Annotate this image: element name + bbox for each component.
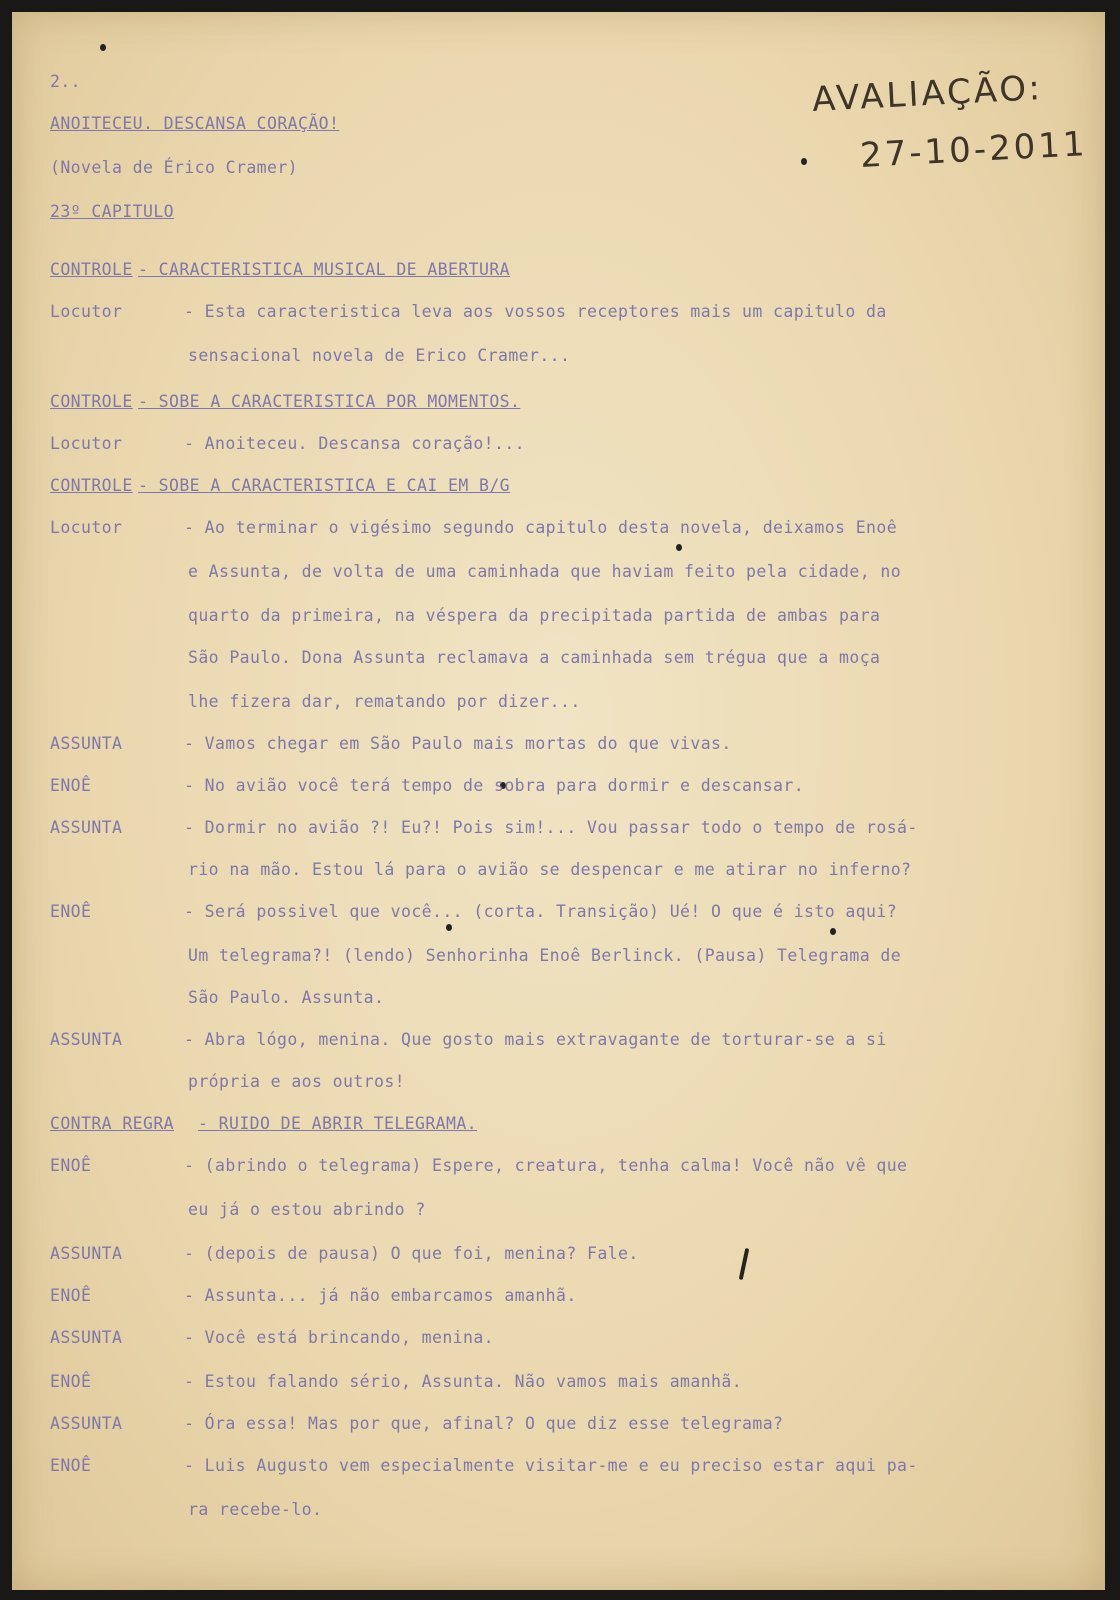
speaker-label: ASSUNTA <box>50 1414 123 1433</box>
dialogue-line: - Você está brincando, menina. <box>184 1328 495 1347</box>
dialogue-continuation: rio na mão. Estou lá para o avião se despencar e me atirar no inferno? <box>188 860 912 879</box>
dialogue-line: - Assunta... já não embarcamos amanhã. <box>184 1286 577 1305</box>
speaker-label: ASSUNTA <box>50 1030 123 1049</box>
dialogue-continuation: própria e aos outros! <box>188 1072 406 1091</box>
script-subtitle: (Novela de Érico Cramer) <box>50 158 299 177</box>
speaker-label: ENOÊ <box>50 1286 92 1305</box>
dialogue-line: - (abrindo o telegrama) Espere, creatura, tenha calma! Você não vê que <box>184 1156 908 1175</box>
speaker-label: ENOÊ <box>50 1456 92 1475</box>
dialogue-line: - No avião você terá tempo de sobra para dormir e descansar. <box>184 776 805 795</box>
speaker-label: Locutor <box>50 302 123 321</box>
dialogue-continuation: e Assunta, de volta de uma caminhada que haviam feito pela cidade, no <box>188 562 902 581</box>
speaker-label: CONTROLE <box>50 476 133 495</box>
ink-stroke <box>739 1248 750 1280</box>
dialogue-line: - Anoiteceu. Descansa coração!... <box>184 434 526 453</box>
dialogue-line: - Esta caracteristica leva aos vossos receptores mais um capitulo da <box>184 302 887 321</box>
dialogue-continuation: eu já o estou abrindo ? <box>188 1200 426 1219</box>
speaker-label: ENOÊ <box>50 1156 92 1175</box>
speaker-label: Locutor <box>50 434 123 453</box>
speaker-label: CONTROLE <box>50 260 133 279</box>
speaker-label: ASSUNTA <box>50 1244 123 1263</box>
dialogue-line: - Abra lógo, menina. Que gosto mais extravagante de torturar-se a si <box>184 1030 887 1049</box>
ink-dot <box>676 544 682 551</box>
speaker-label: CONTROLE <box>50 392 133 411</box>
dialogue-line: - (depois de pausa) O que foi, menina? Fale. <box>184 1244 639 1263</box>
speaker-label: ASSUNTA <box>50 818 123 837</box>
dialogue-line: - Luis Augusto vem especialmente visitar-me e eu preciso estar aqui pa- <box>184 1456 918 1475</box>
ink-dot <box>830 928 836 935</box>
stage-direction: - CARACTERISTICA MUSICAL DE ABERTURA <box>138 260 511 279</box>
dialogue-continuation: quarto da primeira, na véspera da precipitada partida de ambas para <box>188 606 881 625</box>
script-title: ANOITECEU. DESCANSA CORAÇÃO! <box>50 114 340 133</box>
annotation-line-2: 27-10-2011 <box>859 124 1089 176</box>
speaker-label: ENOÊ <box>50 776 92 795</box>
dialogue-line: - Ao terminar o vigésimo segundo capitulo desta novela, deixamos Enoê <box>184 518 898 537</box>
dialogue-continuation: São Paulo. Assunta. <box>188 988 385 1007</box>
annotation-line-1: AVALIAÇÃO: <box>811 67 1044 121</box>
ink-dot <box>801 158 807 165</box>
ink-dot <box>446 924 452 931</box>
stage-direction: - SOBE A CARACTERISTICA POR MOMENTOS. <box>138 392 521 411</box>
speaker-label: Locutor <box>50 518 123 537</box>
stage-direction: - SOBE A CARACTERISTICA E CAI EM B/G <box>138 476 511 495</box>
dialogue-continuation: ra recebe-lo. <box>188 1500 323 1519</box>
dialogue-line: - Será possivel que você... (corta. Transição) Ué! O que é isto aqui? <box>184 902 898 921</box>
speaker-label: CONTRA REGRA <box>50 1114 175 1133</box>
chapter-heading: 23º CAPITULO <box>50 202 175 221</box>
dialogue-line: - Estou falando sério, Assunta. Não vamos mais amanhã. <box>184 1372 743 1391</box>
ink-dot <box>100 44 106 51</box>
dialogue-line: - Vamos chegar em São Paulo mais mortas do que vivas. <box>184 734 732 753</box>
speaker-label: ENOÊ <box>50 1372 92 1391</box>
speaker-label: ASSUNTA <box>50 1328 123 1347</box>
dialogue-continuation: Um telegrama?! (lendo) Senhorinha Enoê Berlinck. (Pausa) Telegrama de <box>188 946 902 965</box>
dialogue-line: - Óra essa! Mas por que, afinal? O que diz esse telegrama? <box>184 1414 784 1433</box>
dialogue-continuation: São Paulo. Dona Assunta reclamava a caminhada sem trégua que a moça <box>188 648 881 667</box>
stage-direction: - RUIDO DE ABRIR TELEGRAMA. <box>198 1114 478 1133</box>
document-page <box>12 12 1105 1590</box>
speaker-label: ASSUNTA <box>50 734 123 753</box>
dialogue-continuation: lhe fizera dar, rematando por dizer... <box>188 692 581 711</box>
page-mark: 2.. <box>50 72 82 91</box>
dialogue-continuation: sensacional novela de Erico Cramer... <box>188 346 571 365</box>
dialogue-line: - Dormir no avião ?! Eu?! Pois sim!... Vou passar todo o tempo de rosá- <box>184 818 918 837</box>
speaker-label: ENOÊ <box>50 902 92 921</box>
